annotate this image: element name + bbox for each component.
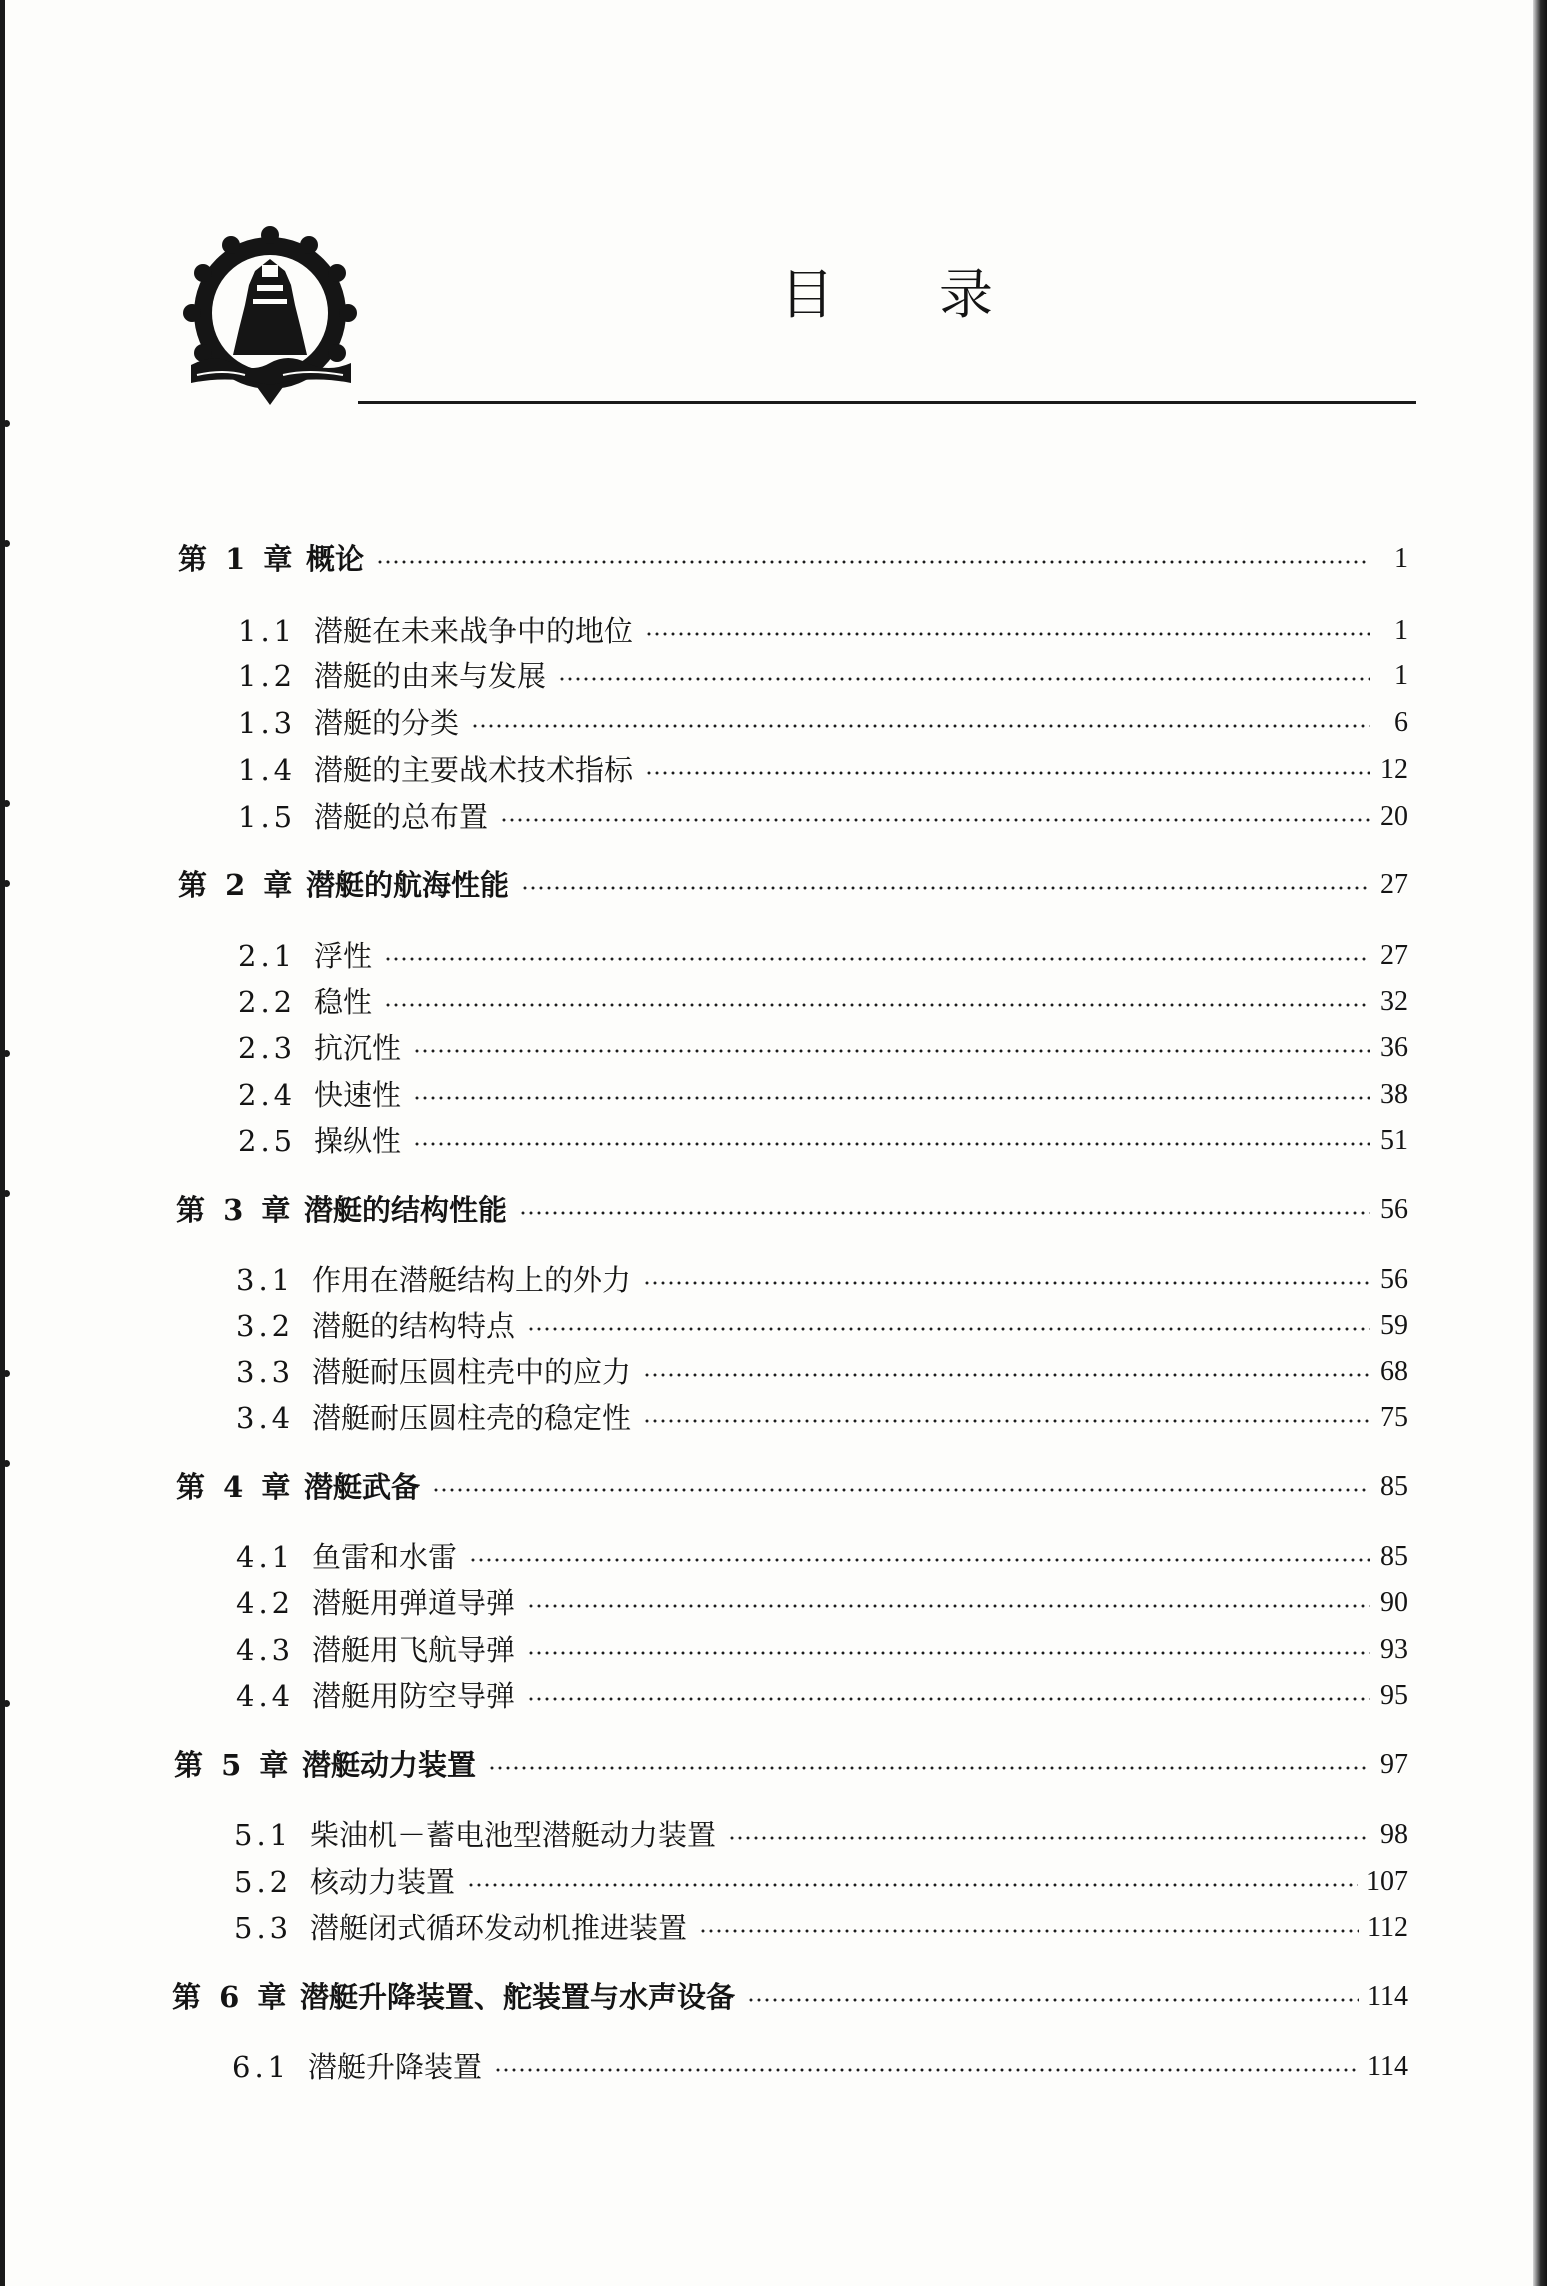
toc-title: 潜艇用飞航导弹 bbox=[312, 1633, 516, 1667]
toc-number: 2.2 bbox=[238, 985, 297, 1019]
toc-page-number: 36 bbox=[1380, 1032, 1408, 1063]
toc-page-number: 27 bbox=[1380, 940, 1408, 971]
toc-page-number: 114 bbox=[1367, 2051, 1408, 2082]
toc-number: 第 3 章 bbox=[176, 1193, 295, 1227]
toc-title: 潜艇的分类 bbox=[314, 706, 460, 740]
toc-number: 1.1 bbox=[238, 614, 297, 648]
toc-chapter-row[interactable] bbox=[172, 1977, 1408, 2017]
toc-page-number: 1 bbox=[1394, 543, 1408, 574]
scan-speck bbox=[3, 420, 10, 427]
dot-leader bbox=[643, 1373, 1370, 1377]
toc-title: 潜艇耐压圆柱壳中的应力 bbox=[312, 1355, 632, 1389]
dot-leader bbox=[747, 1998, 1359, 2002]
toc-title: 鱼雷和水雷 bbox=[312, 1540, 458, 1574]
toc-title: 潜艇用弹道导弹 bbox=[312, 1586, 516, 1620]
dot-leader bbox=[643, 1419, 1370, 1423]
toc-page-number: 114 bbox=[1367, 1981, 1408, 2012]
dot-leader bbox=[488, 1766, 1370, 1770]
toc-number: 1.5 bbox=[238, 800, 297, 834]
dot-leader bbox=[527, 1697, 1370, 1701]
page-edge-shadow bbox=[1533, 0, 1547, 2286]
toc-page-number: 90 bbox=[1380, 1587, 1408, 1618]
toc-title: 柴油机－蓄电池型潜艇动力装置 bbox=[310, 1818, 717, 1852]
dot-leader bbox=[469, 1558, 1370, 1562]
toc-title: 潜艇的由来与发展 bbox=[314, 659, 547, 693]
dot-leader bbox=[494, 2068, 1359, 2072]
dot-leader bbox=[728, 1836, 1370, 1840]
toc-title: 潜艇用防空导弹 bbox=[312, 1679, 516, 1713]
dot-leader bbox=[413, 1096, 1370, 1100]
toc-page-number: 56 bbox=[1380, 1194, 1408, 1225]
toc-page-number: 12 bbox=[1380, 754, 1408, 785]
toc-number: 1.4 bbox=[238, 753, 297, 787]
toc-number: 3.4 bbox=[236, 1401, 295, 1435]
dot-leader bbox=[413, 1049, 1370, 1053]
toc-title: 潜艇的结构特点 bbox=[312, 1309, 516, 1343]
dot-leader bbox=[527, 1327, 1370, 1331]
toc-chapter-row[interactable] bbox=[176, 1190, 1408, 1230]
toc-section-row[interactable] bbox=[236, 1583, 1408, 1623]
toc-title: 操纵性 bbox=[314, 1124, 402, 1158]
toc-section-row[interactable] bbox=[236, 1537, 1408, 1577]
dot-leader bbox=[521, 886, 1370, 890]
toc-section-row[interactable] bbox=[238, 611, 1408, 651]
toc-number: 3.3 bbox=[236, 1355, 295, 1389]
toc-number: 1.3 bbox=[238, 706, 297, 740]
toc-number: 第 5 章 bbox=[174, 1748, 293, 1782]
toc-number: 第 2 章 bbox=[178, 868, 297, 902]
dot-leader bbox=[432, 1488, 1370, 1492]
dot-leader bbox=[467, 1883, 1358, 1887]
dot-leader bbox=[643, 1281, 1370, 1285]
toc-page-number: 1 bbox=[1394, 660, 1408, 691]
toc-page-number: 93 bbox=[1380, 1634, 1408, 1665]
toc-number: 6.1 bbox=[232, 2050, 291, 2084]
toc-title: 潜艇升降装置、舵装置与水声设备 bbox=[300, 1980, 736, 2014]
toc-section-row[interactable] bbox=[236, 1630, 1408, 1670]
toc-page-number: 107 bbox=[1366, 1866, 1408, 1897]
toc-number: 5.2 bbox=[234, 1865, 293, 1899]
toc-title: 潜艇的主要战术技术指标 bbox=[314, 753, 634, 787]
toc-page-number: 6 bbox=[1394, 707, 1408, 738]
toc-section-row[interactable] bbox=[238, 656, 1408, 696]
binding-edge bbox=[0, 0, 5, 2286]
title-rule bbox=[358, 401, 1416, 404]
toc-page-number: 27 bbox=[1380, 869, 1408, 900]
toc-section-row[interactable] bbox=[238, 703, 1408, 743]
dot-leader bbox=[527, 1651, 1370, 1655]
toc-page-number: 38 bbox=[1380, 1079, 1408, 1110]
scan-speck bbox=[3, 540, 10, 547]
toc-page-number: 112 bbox=[1367, 1912, 1408, 1943]
toc-section-row[interactable] bbox=[238, 750, 1408, 790]
toc-section-row[interactable] bbox=[236, 1260, 1408, 1300]
toc-number: 3.2 bbox=[236, 1309, 295, 1343]
scan-speck bbox=[3, 1460, 10, 1467]
toc-page-number: 51 bbox=[1380, 1125, 1408, 1156]
dot-leader bbox=[376, 560, 1370, 564]
toc-title: 作用在潜艇结构上的外力 bbox=[312, 1263, 632, 1297]
toc-page-number: 20 bbox=[1380, 801, 1408, 832]
toc-title: 潜艇动力装置 bbox=[302, 1748, 477, 1782]
toc-number: 4.4 bbox=[236, 1679, 295, 1713]
toc-chapter-row[interactable] bbox=[174, 1745, 1408, 1785]
toc-section-row[interactable] bbox=[236, 1676, 1408, 1716]
scan-speck bbox=[3, 1370, 10, 1377]
dot-leader bbox=[527, 1604, 1370, 1608]
toc-title: 潜艇的总布置 bbox=[314, 800, 489, 834]
toc-title: 抗沉性 bbox=[314, 1031, 402, 1065]
toc-title: 概论 bbox=[306, 542, 365, 576]
toc-title: 潜艇的航海性能 bbox=[306, 868, 510, 902]
page-title: 目录 bbox=[780, 263, 1098, 326]
toc-chapter-row[interactable] bbox=[176, 1467, 1408, 1507]
dot-leader bbox=[413, 1142, 1370, 1146]
toc-chapter-row[interactable] bbox=[178, 539, 1408, 579]
toc-title: 核动力装置 bbox=[310, 1865, 456, 1899]
toc-number: 2.4 bbox=[238, 1078, 297, 1112]
toc-page-number: 56 bbox=[1380, 1264, 1408, 1295]
toc-title: 潜艇闭式循环发动机推进装置 bbox=[310, 1911, 688, 1945]
toc-section-row[interactable] bbox=[236, 1306, 1408, 1346]
toc-section-row[interactable] bbox=[238, 982, 1408, 1022]
toc-page-number: 98 bbox=[1380, 1819, 1408, 1850]
toc-page-number: 85 bbox=[1380, 1471, 1408, 1502]
toc-page-number: 85 bbox=[1380, 1541, 1408, 1572]
toc-section-row[interactable] bbox=[238, 797, 1408, 837]
toc-number: 5.1 bbox=[234, 1818, 293, 1852]
scan-speck bbox=[3, 800, 10, 807]
toc-section-row[interactable] bbox=[238, 1028, 1408, 1068]
toc-number: 3.1 bbox=[236, 1263, 295, 1297]
dot-leader bbox=[500, 818, 1370, 822]
toc-number: 2.1 bbox=[238, 939, 297, 973]
toc-page-number: 68 bbox=[1380, 1356, 1408, 1387]
toc-page-number: 59 bbox=[1380, 1310, 1408, 1341]
toc-page-number: 32 bbox=[1380, 986, 1408, 1017]
dot-leader bbox=[471, 724, 1370, 728]
toc-number: 第 4 章 bbox=[176, 1470, 295, 1504]
dot-leader bbox=[558, 677, 1370, 681]
toc-section-row[interactable] bbox=[236, 1352, 1408, 1392]
dot-leader bbox=[699, 1929, 1359, 1933]
scan-speck bbox=[3, 1700, 10, 1707]
dot-leader bbox=[645, 632, 1370, 636]
toc-title: 潜艇在未来战争中的地位 bbox=[314, 614, 634, 648]
ship-emblem-logo bbox=[183, 225, 358, 410]
toc-section-row[interactable] bbox=[238, 936, 1408, 976]
toc-section-row[interactable] bbox=[236, 1398, 1408, 1438]
dot-leader bbox=[645, 771, 1370, 775]
toc-number: 第 6 章 bbox=[172, 1980, 291, 2014]
dot-leader bbox=[384, 1003, 1370, 1007]
toc-page-number: 97 bbox=[1380, 1749, 1408, 1780]
toc-number: 4.2 bbox=[236, 1586, 295, 1620]
toc-section-row[interactable] bbox=[238, 1075, 1408, 1115]
toc-title: 潜艇耐压圆柱壳的稳定性 bbox=[312, 1401, 632, 1435]
toc-page-number: 95 bbox=[1380, 1680, 1408, 1711]
toc-section-row[interactable] bbox=[234, 1862, 1408, 1902]
toc-number: 4.1 bbox=[236, 1540, 295, 1574]
toc-title: 浮性 bbox=[314, 939, 373, 973]
toc-number: 第 1 章 bbox=[178, 542, 297, 576]
toc-section-row[interactable] bbox=[232, 2047, 1408, 2087]
dot-leader bbox=[519, 1211, 1370, 1215]
dot-leader bbox=[384, 957, 1370, 961]
toc-number: 2.5 bbox=[238, 1124, 297, 1158]
toc-section-row[interactable] bbox=[238, 1121, 1408, 1161]
toc-title: 潜艇升降装置 bbox=[308, 2050, 483, 2084]
toc-number: 2.3 bbox=[238, 1031, 297, 1065]
toc-title: 潜艇的结构性能 bbox=[304, 1193, 508, 1227]
scan-speck bbox=[3, 1050, 10, 1057]
toc-section-row[interactable] bbox=[234, 1815, 1408, 1855]
toc-page-number: 75 bbox=[1380, 1402, 1408, 1433]
toc-title: 稳性 bbox=[314, 985, 373, 1019]
toc-number: 4.3 bbox=[236, 1633, 295, 1667]
toc-number: 1.2 bbox=[238, 659, 297, 693]
toc-chapter-row[interactable] bbox=[178, 865, 1408, 905]
toc-title: 潜艇武备 bbox=[304, 1470, 421, 1504]
scan-speck bbox=[3, 880, 10, 887]
toc-section-row[interactable] bbox=[234, 1908, 1408, 1948]
toc-number: 5.3 bbox=[234, 1911, 293, 1945]
scan-speck bbox=[3, 1190, 10, 1197]
toc-page-number: 1 bbox=[1394, 615, 1408, 646]
toc-title: 快速性 bbox=[314, 1078, 402, 1112]
